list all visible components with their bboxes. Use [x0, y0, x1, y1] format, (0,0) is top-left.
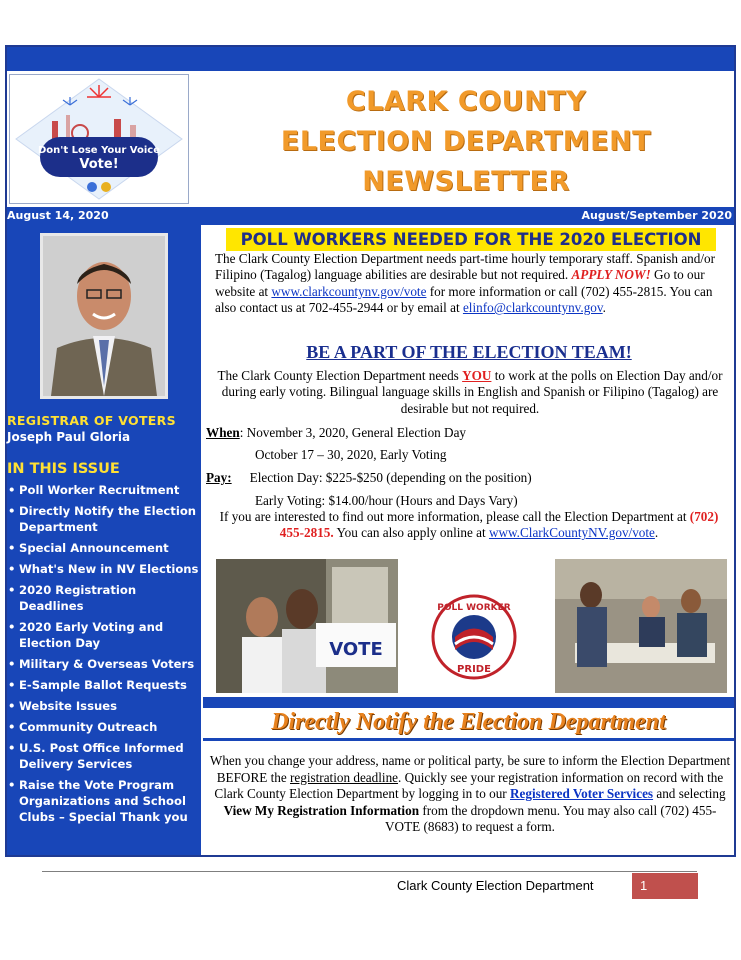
- list-item: • 2020 Registration Deadlines: [7, 582, 201, 614]
- title-line-2: ELECTION DEPARTMENT: [280, 126, 652, 157]
- poll-worker-pride-badge: [431, 594, 517, 680]
- poll-text-b: Go to our website at: [215, 267, 705, 299]
- you-emphasis: YOU: [462, 368, 492, 383]
- when-date-2: October 17 – 30, 2020, Early Voting: [255, 447, 447, 462]
- more-text-b: You can also apply online at: [333, 525, 489, 541]
- poll-workers-photo-left: [216, 559, 398, 693]
- registrar-title: REGISTRAR OF VOTERS: [7, 413, 176, 428]
- logo-slogan: Don't Lose Your Voice: [38, 145, 160, 156]
- when-label: When: [206, 425, 240, 440]
- section-divider-bottom: [203, 738, 734, 741]
- vote-logo-graphic: [10, 75, 188, 203]
- poll-text-a: The Clark County Election Department needs part-time hourly temporary staff. Spanish and/or Filipino (Tagalog) language abilities are desirable but not required.: [215, 251, 716, 283]
- title-line-3: NEWSLETTER: [362, 166, 570, 197]
- poll-workers-headline: POLL WORKERS NEEDED FOR THE 2020 ELECTION: [226, 228, 716, 251]
- registered-voter-services-link[interactable]: Registered Voter Services: [509, 786, 654, 802]
- notify-text-a: When you change your address, name or political party, be sure to inform the Election Department BEFORE the: [209, 753, 731, 785]
- badge-graphic: [431, 594, 517, 680]
- badge-bottom-text: PRIDE: [457, 664, 491, 675]
- notify-text-d: from the dropdown menu. You may also call (702) 455-VOTE (8683) to request a form.: [385, 802, 717, 835]
- email-link[interactable]: elinfo@clarkcountynv.gov: [462, 300, 603, 316]
- poll-workers-text: [215, 251, 725, 317]
- list-item: • What's New in NV Elections: [7, 561, 201, 577]
- date-bar: [7, 207, 734, 225]
- list-item: • E-Sample Ballot Requests: [7, 677, 201, 693]
- registrar-portrait: [43, 236, 165, 396]
- list-item: • Special Announcement: [7, 540, 201, 556]
- registrar-photo: [40, 233, 168, 399]
- list-item: • 2020 Early Voting and Election Day: [7, 619, 201, 651]
- list-item: • Raise the Vote Program Organizations and School Clubs – Special Thank you: [7, 777, 201, 825]
- in-this-issue-heading: IN THIS ISSUE: [7, 461, 120, 477]
- registrar-name: Joseph Paul Gloria: [7, 430, 131, 444]
- election-team-text: [209, 368, 731, 417]
- list-item: • U.S. Post Office Informed Delivery Services: [7, 740, 201, 772]
- poll-text-c: for more information or call (702) 455-2815. You can also contact us at 702-455-2944 or by email at: [215, 283, 713, 316]
- top-band: [7, 47, 734, 71]
- issue-date: August 14, 2020: [7, 209, 109, 222]
- pay-row: [206, 470, 532, 486]
- registration-deadline: registration deadline: [290, 769, 399, 785]
- photo-right-graphic: [555, 559, 727, 693]
- notify-text: [207, 753, 733, 836]
- pay-label: Pay:: [206, 470, 232, 485]
- notify-headline: Directly Notify the Election Department: [271, 709, 666, 735]
- list-item: • Website Issues: [7, 698, 201, 714]
- election-team-headline: BE A PART OF THE ELECTION TEAM!: [306, 342, 632, 362]
- vote-logo: [9, 74, 189, 204]
- sidebar: [7, 225, 201, 855]
- issue-list: [7, 482, 201, 830]
- poll-workers-photo-right: [555, 559, 727, 693]
- issue-period: August/September 2020: [581, 209, 732, 222]
- newsletter-title: [200, 82, 732, 202]
- badge-top-text: POLL WORKER: [437, 603, 511, 613]
- notify-text-b: . Quickly see your registration information on record with the Clark County Election Department by logging in to our: [214, 769, 724, 802]
- logo-vote: Vote!: [79, 157, 119, 172]
- pay-2: Early Voting: $14.00/hour (Hours and Days Vary): [255, 493, 518, 508]
- list-item: • Directly Notify the Election Department: [7, 503, 201, 535]
- poll-text-d: .: [602, 300, 606, 316]
- footer-rule: [42, 871, 697, 872]
- title-line-1: CLARK COUNTY: [345, 86, 587, 117]
- more-text-c: .: [654, 525, 659, 541]
- notify-text-c: and selecting: [653, 786, 726, 802]
- when-row: [206, 425, 466, 441]
- apply-online-link[interactable]: www.ClarkCountyNV.gov/vote: [488, 525, 655, 541]
- list-item: • Military & Overseas Voters: [7, 656, 201, 672]
- footer-org: Clark County Election Department: [397, 878, 594, 893]
- phone-number: (702) 455-2815.: [279, 509, 719, 541]
- when-date-1: : November 3, 2020, General Election Day: [239, 425, 467, 440]
- more-info-text: [207, 509, 731, 542]
- team-text-a: The Clark County Election Department needs: [217, 368, 463, 383]
- pay-1: Election Day: $225-$250 (depending on the position): [249, 470, 532, 485]
- page-number: 1: [632, 873, 698, 899]
- team-text-b: to work at the polls on Election Day and/or during early voting. Bilingual language skills in English and Spanish or Filipino (Tagalog) are desirable but not required.: [221, 368, 723, 416]
- list-item: • Poll Worker Recruitment: [7, 482, 201, 498]
- view-registration-info: View My Registration Information: [223, 802, 420, 818]
- apply-now: APPLY NOW!: [571, 267, 651, 283]
- svg-text:VOTE: VOTE: [329, 639, 383, 660]
- more-text-a: If you are interested to find out more information, please call the Election Department at: [219, 509, 690, 524]
- list-item: • Community Outreach: [7, 719, 201, 735]
- vote-website-link[interactable]: www.clarkcountynv.gov/vote: [271, 283, 427, 299]
- photo-left-graphic: [216, 559, 398, 693]
